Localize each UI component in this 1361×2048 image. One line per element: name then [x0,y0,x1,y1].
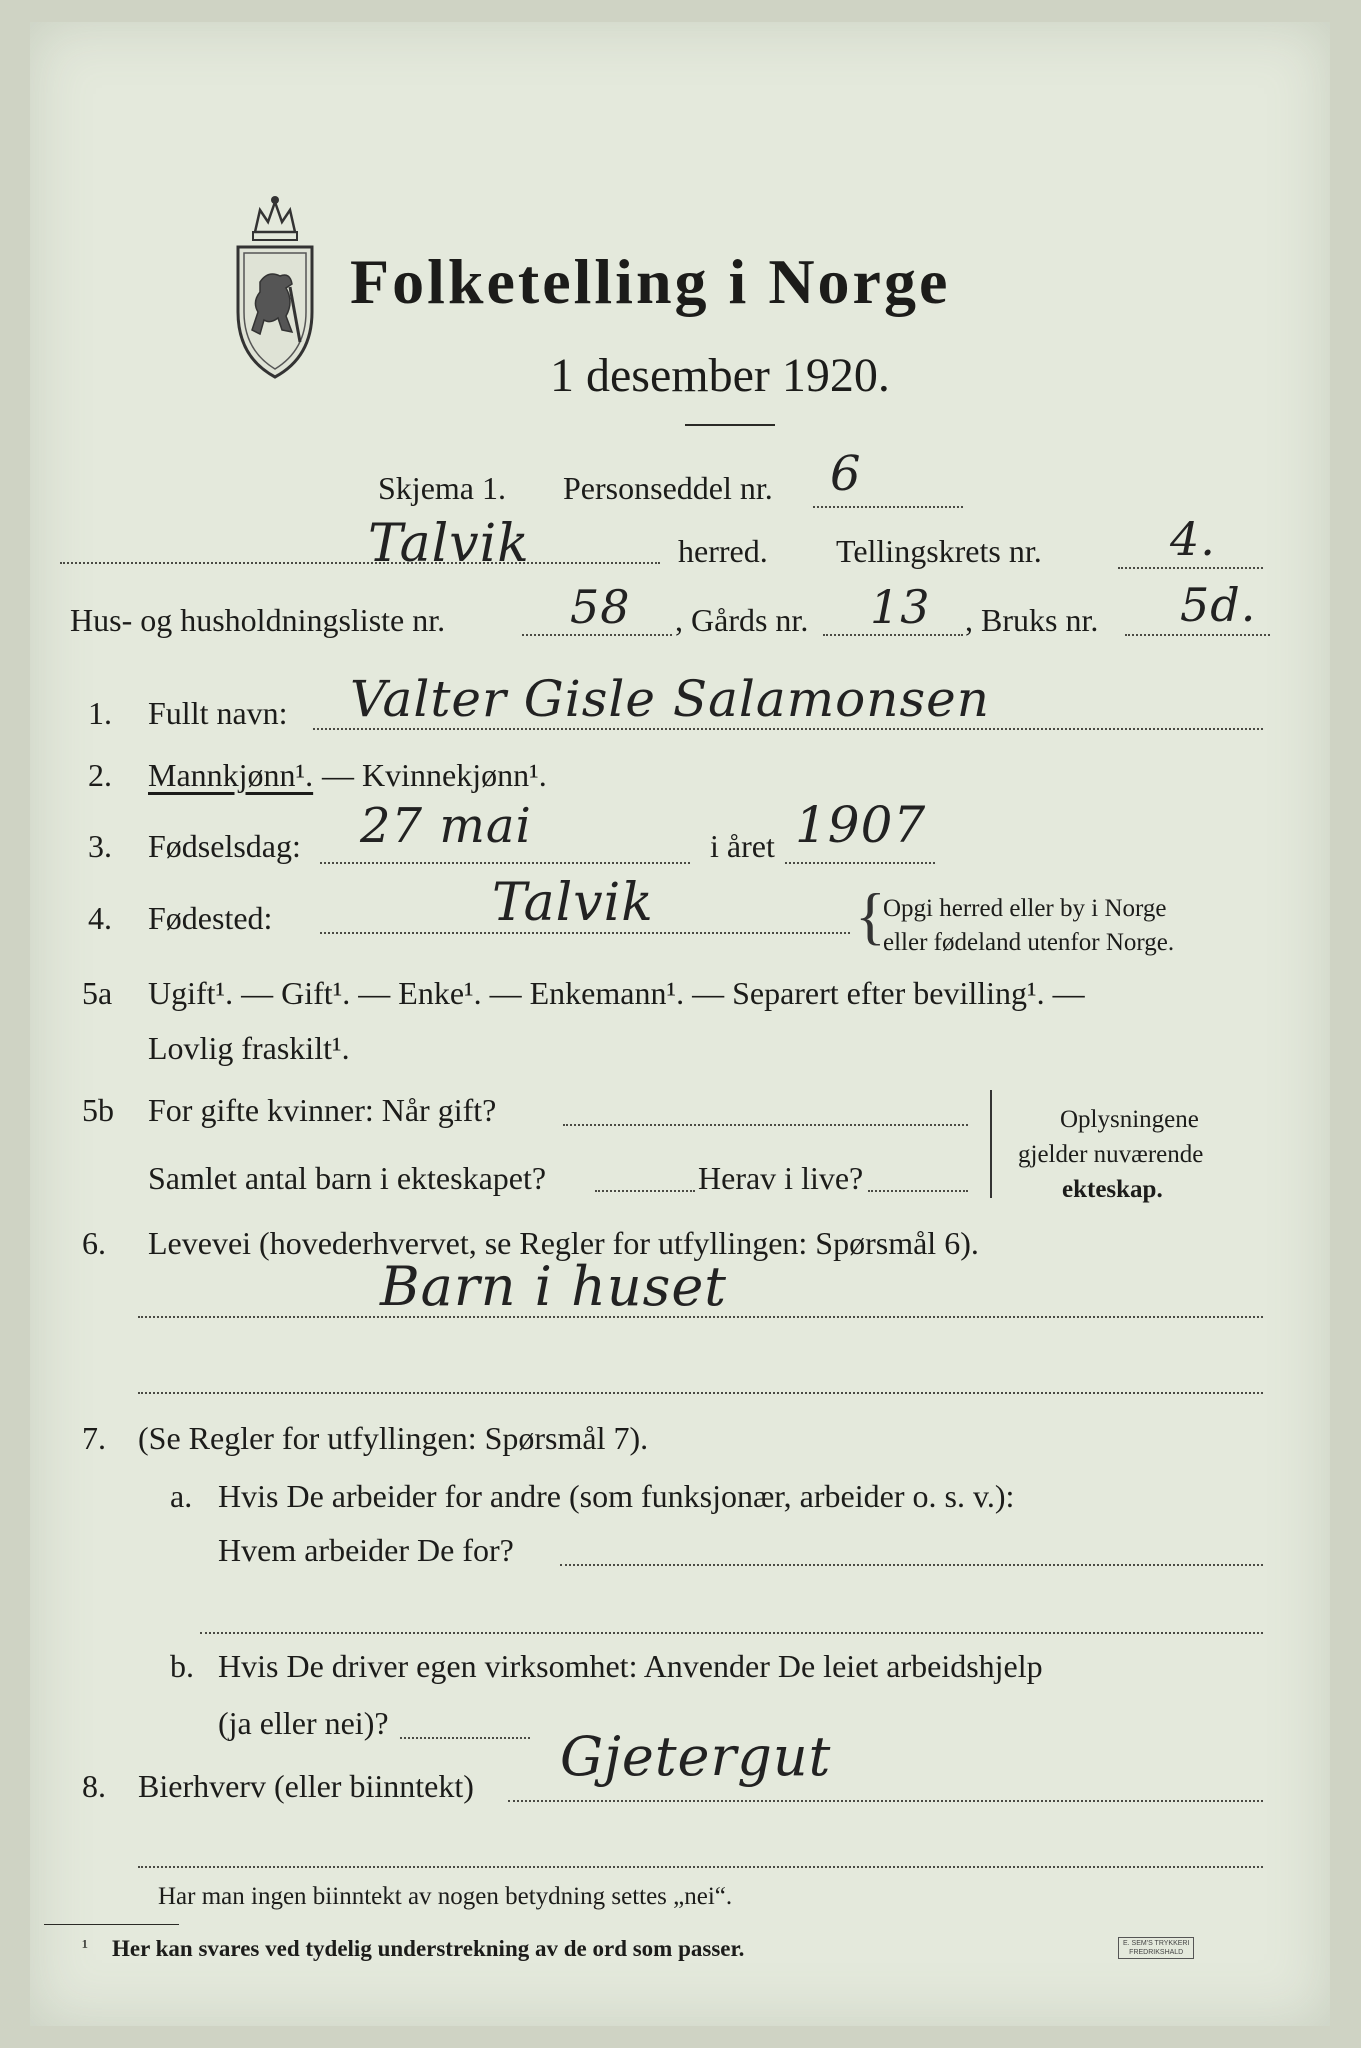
side-income-value: Gjetergut [560,1725,832,1788]
birthplace-line [320,932,850,934]
tellingskrets-line [1118,567,1263,569]
hus-line [522,634,672,636]
birthday-value: 27 mai [360,798,532,854]
bruks-line [1125,634,1270,636]
children-line [595,1190,695,1192]
q5b-bracket [990,1090,992,1198]
q5b-number: 5b [82,1092,114,1128]
birth-year-value: 1907 [795,796,927,854]
header-rule [685,424,775,426]
occupation-line-1 [138,1316,1263,1318]
q4-number: 4. [88,900,112,936]
kvinnekjonn-option: — Kvinnekjønn¹. [322,757,547,793]
birthplace-value: Talvik [492,873,654,933]
occupation-value: Barn i huset [380,1255,727,1318]
footnote-text: Her kan svares ved tydelig understrekning av de ord som passer. [112,1936,745,1961]
gards-label: , Gårds nr. [675,602,809,638]
lovlig-fraskilt-option: Lovlig fraskilt¹. [148,1030,350,1066]
q3-number: 3. [88,828,112,864]
census-form-sheet [30,22,1330,2026]
footnote-rule [44,1924,179,1925]
gards-value: 13 [870,580,931,634]
q5b-note-1: Oplysningene [1060,1106,1199,1133]
q7a-line-2: Hvem arbeider De for? [218,1532,514,1568]
bruks-label: , Bruks nr. [965,602,1099,638]
q5b-line-2b: Herav i live? [698,1160,864,1196]
printer-stamp [1118,1937,1194,1959]
occupation-line-2 [138,1392,1263,1394]
q7-number: 7. [82,1420,106,1456]
q7a-letter: a. [170,1478,193,1514]
q5b-line-2a: Samlet antal barn i ekteskapet? [148,1160,547,1196]
herred-line [60,562,660,564]
q3-label: Fødselsdag: [148,828,301,864]
hus-label: Hus- og husholdningsliste nr. [70,602,446,638]
personseddel-line [813,506,963,508]
q1-label: Fullt navn: [148,695,288,731]
alive-line [868,1190,968,1192]
norwegian-coat-of-arms-icon [220,192,330,382]
q7a-line-1: Hvis De arbeider for andre (som funksjonær, arbeider o. s. v.): [218,1478,1015,1514]
marital-status-options: Ugift¹. — Gift¹. — Enke¹. — Enkemann¹. — Separert efter bevilling¹. — [148,975,1085,1011]
q8-label: Bierhverv (eller biinntekt) [138,1768,474,1804]
year-line [785,862,935,864]
year-label: i året [710,828,775,864]
married-when-line [563,1124,968,1126]
herred-value: Talvik [368,514,530,574]
census-date: 1 desember 1920. [550,349,890,402]
employer-line-2 [200,1632,1263,1634]
q7b-line-2: (ja eller nei)? [218,1705,389,1741]
footer-note: Har man ingen biinntekt av nogen betydning settes „nei“. [158,1883,733,1910]
side-income-line-1 [508,1800,1263,1802]
hired-help-line [400,1737,530,1739]
gards-line [823,634,963,636]
herred-label: herred. [678,533,768,569]
q5b-note-2: gjelder nuværende [1018,1141,1204,1168]
full-name-value: Valter Gisle Salamonsen [350,670,990,728]
printer-stamp-line-2: FREDRIKSHALD [1129,1949,1184,1956]
q5b-note-3: ekteskap. [1062,1176,1163,1203]
birthday-line [320,862,690,864]
q7-label: (Se Regler for utfyllingen: Spørsmål 7). [138,1420,649,1456]
tellingskrets-value: 4. [1170,512,1216,566]
footnote-mark: ¹ [82,1936,88,1958]
q5a-number: 5a [82,975,113,1011]
q5b-line-1: For gifte kvinner: Når gift? [148,1092,497,1128]
mannkjonn-option: Mannkjønn¹. [148,757,314,793]
q6-label: Levevei (hovederhvervet, se Regler for utfyllingen: Spørsmål 6). [148,1225,979,1261]
q1-number: 1. [88,695,112,731]
q7b-letter: b. [170,1648,194,1684]
q4-label: Fødested: [148,900,273,936]
q7b-line-1: Hvis De driver egen virksomhet: Anvender De leiet arbeidshjelp [218,1648,1043,1684]
q4-note-2: eller fødeland utenfor Norge. [883,929,1175,956]
side-income-line-2 [138,1866,1263,1868]
personseddel-label: Personseddel nr. [563,470,773,506]
printer-stamp-line-1: E. SEM'S TRYKKERI [1123,1940,1190,1947]
q1-line [313,728,1263,730]
form-title: Folketelling i Norge [350,246,951,317]
employer-line-1 [560,1564,1263,1566]
q4-note-1: Opgi herred eller by i Norge [883,895,1167,922]
q2-number: 2. [88,757,112,793]
bruks-value: 5d. [1180,578,1257,632]
tellingskrets-label: Tellingskrets nr. [836,533,1042,569]
q4-brace: { [855,880,886,951]
q6-number: 6. [82,1225,106,1261]
skjema-label: Skjema 1. [378,470,506,506]
hus-value: 58 [570,580,631,634]
q8-number: 8. [82,1768,106,1804]
personseddel-value: 6 [830,446,862,502]
